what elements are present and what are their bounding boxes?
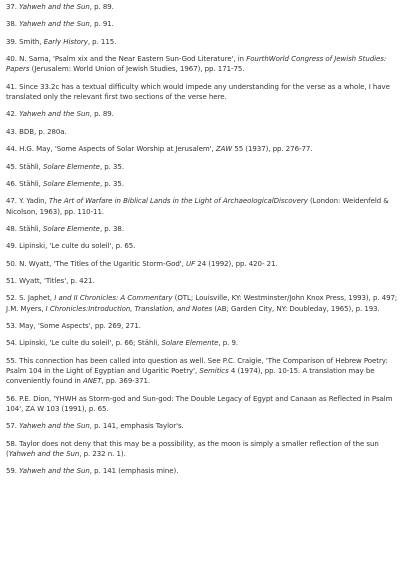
footnote-text: 45. Stähli,: [6, 162, 44, 171]
footnote-text: 46. Stähli,: [6, 179, 44, 188]
footnote-text: 58. Taylor does not deny that this may be a possibility, as the moon is simply a smaller reflection of the sun (: [6, 439, 379, 458]
footnote-text: 47. Y. Yadin,: [6, 197, 49, 206]
footnote: [6, 37, 403, 47]
footnote-italic-title: Solare Elemente: [161, 339, 219, 348]
footnote-text: 55. This connection has been called into question as well. See P.C. Craigie, 'The Comparison of Hebrew Poetry: Psalm 104 in the Light of Egyptian and Ugaritic Poetry',: [6, 356, 388, 376]
footnote-text: 44. H.G. May, 'Some Aspects of Solar Worship at Jerusalem',: [6, 145, 216, 154]
footnote: [6, 196, 403, 216]
footnote-italic-title: Yahweh and the Sun: [19, 3, 90, 11]
footnote: [6, 421, 403, 431]
footnote-text: 51. Wyatt, 'Titles', p. 421.: [6, 277, 95, 286]
footnote-text: 59.: [6, 467, 20, 476]
footnote-text: 4 (1974), pp. 10-15. A translation may be conveniently found in: [6, 367, 375, 386]
footnote: [6, 19, 403, 29]
footnote-italic-title: I and II Chronicles: A Commentary: [54, 294, 173, 303]
footnote-text: , p. 115.: [87, 37, 117, 46]
footnote: [6, 179, 403, 189]
footnote: [6, 276, 403, 286]
footnote-italic-title: ANET: [83, 377, 102, 386]
footnote-text: 56. P.E. Dion, 'YHWH as Storm-god and Sun-god: The Double Legacy of Egypt and Canaan as Reflected in Psalm 104', ZA W 103 (1991), p. 65.: [6, 394, 393, 413]
footnote: [6, 144, 403, 154]
footnote-italic-title: Yahweh and the Sun: [19, 110, 90, 119]
footnote-text: , p. 141, emphasis Taylor's.: [89, 422, 184, 431]
footnote: [6, 259, 403, 269]
footnote-text: , p. 89.: [89, 110, 114, 119]
footnote: [6, 321, 403, 331]
footnote-text: 50. N. Wyatt, 'The Titles of the Ugaritic Storm-God',: [6, 259, 187, 268]
footnote-text: , p. 89.: [89, 3, 114, 11]
footnote-text: 52. S. Japhet,: [6, 294, 55, 303]
footnote: [6, 466, 403, 476]
footnote-italic-title: Yahweh and the Sun: [19, 467, 90, 476]
footnote: [6, 338, 403, 348]
footnote-text: 48. Stähli,: [6, 224, 44, 233]
footnote-text: (AB; Garden City, NY: Doubleday, 1965), p. 193.: [212, 304, 380, 313]
footnote-italic-title: Yahweh and the Sun: [8, 449, 80, 458]
footnote-italic-title: Solare Elemente: [43, 179, 100, 188]
footnote-italic-title: Solare Elemente: [43, 224, 100, 233]
footnote-text: , p. 38.: [99, 224, 125, 233]
footnote-text: 43. BDB, p. 280a.: [6, 127, 67, 136]
footnote-text: 41. Since 33.2c has a textual difficulty which would impede any understanding for the verse as a whole, I have translated only the relevant first two sections of the verse here.: [6, 82, 390, 101]
footnote: [6, 82, 403, 102]
footnote-text: 49. Lipinski, 'Le culte du soleil', p. 65.: [6, 242, 136, 251]
footnote-text: , p. 91.: [89, 20, 114, 29]
footnote: [6, 241, 403, 251]
footnote-text: , pp. 369-371.: [101, 377, 151, 386]
footnote-text: , p. 35.: [99, 162, 125, 171]
footnote-text: 42.: [6, 110, 20, 119]
footnote-text: , p. 232 n. 1).: [79, 449, 126, 458]
footnote-italic-title: Early History: [43, 37, 88, 46]
footnote: [6, 54, 403, 74]
footnote-text: (London: Weidenfeld & Nicolson, 1963), pp. 110-11.: [6, 197, 389, 216]
footnote: [6, 127, 403, 137]
footnote-text: 39. Smith,: [6, 37, 44, 46]
footnote-text: 55 (1937), pp. 276-77.: [232, 145, 313, 154]
footnote: [6, 293, 403, 313]
footnote-italic-title: UF: [186, 259, 196, 268]
footnote: [6, 356, 403, 387]
footnote: [6, 394, 403, 414]
footnote: [6, 109, 403, 119]
footnote: [6, 2, 403, 12]
footnote: [6, 224, 403, 234]
footnote-text: 57.: [6, 422, 20, 431]
footnote-italic-title: Semitics: [199, 367, 229, 376]
footnote-italic-title: I Chronicles:Introduction, Translation, and Notes: [45, 304, 213, 313]
footnote-text: , p. 9.: [218, 339, 239, 348]
footnote-text: , p. 35.: [99, 179, 125, 188]
footnote: [6, 162, 403, 172]
footnote-text: 54. Lipinski, 'Le culte du soleil', p. 66; Stähli,: [6, 339, 162, 348]
footnote-text: (Jerusalem: World Union of Jewish Studies, 1967), pp. 171-75.: [29, 65, 245, 74]
footnote-italic-title: ZAW: [215, 145, 233, 154]
footnote-italic-title: Yahweh and the Sun: [19, 20, 90, 29]
footnote: [6, 439, 403, 459]
footnote-text: 40. N. Sarna, 'Psalm xix and the Near Eastern Sun-God Literature', in: [6, 55, 247, 64]
footnote-italic-title: Yahweh and the Sun: [19, 422, 90, 431]
footnote-text: 37.: [6, 3, 20, 11]
footnote-text: 53. May, 'Some Aspects', pp. 269, 271.: [6, 322, 141, 331]
footnote-italic-title: Solare Elemente: [43, 162, 100, 171]
footnote-text: 24 (1992), pp. 420- 21.: [195, 259, 278, 268]
footnote-text: 38.: [6, 20, 20, 29]
footnote-text: (OTL; Louisville, KY: Westminster/John Knox Press, 1993), p. 497; J.M. Myers,: [6, 294, 398, 313]
footnote-italic-title: The Art of Warfare in Biblical Lands in the Light of ArchaeologicalDiscovery: [48, 197, 308, 206]
footnote-italic-title: FourthWorld Congress of Jewish Studies: Papers: [6, 55, 387, 74]
footnote-text: , p. 141 (emphasis mine).: [89, 467, 179, 476]
